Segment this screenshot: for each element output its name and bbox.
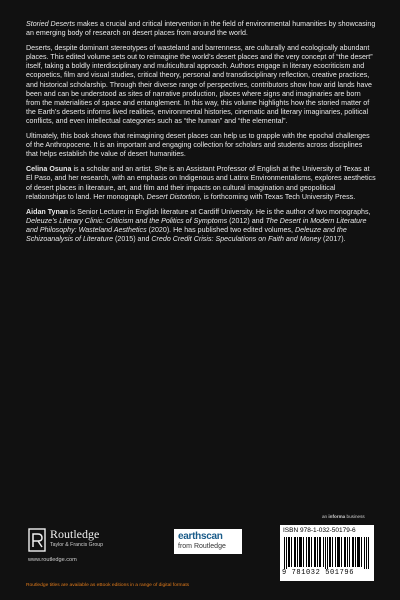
author-bio-tynan <box>26 208 376 244</box>
bio-text: (2017). <box>321 234 346 243</box>
book-title-ref: Desert Distortion <box>146 192 200 201</box>
author-name-tynan: Aidan Tynan <box>26 207 69 216</box>
author-name-osuna: Celina Osuna <box>26 165 72 174</box>
author-bio-osuna <box>26 165 376 201</box>
bio-text: (2012) and <box>227 216 266 225</box>
bio-text: (2015) and <box>113 234 152 243</box>
book-title-ref: The Desert in Modern Literature and Philosophy: Wasteland Aesthetics <box>26 216 367 234</box>
bio-text: is Senior Lecturer in English literature at Cardiff University. He is the author of two monographs, <box>68 207 371 216</box>
routledge-name: Routledge <box>50 527 100 541</box>
book-title-ref: Deleuze and the Schizoanalysis of Literature <box>26 225 347 243</box>
informa-business-tag <box>322 514 365 519</box>
publisher-url[interactable]: www.routledge.com <box>28 557 77 563</box>
book-title-ref: Deleuze’s Literary Clinic: Criticism and the Politics of Symptoms <box>26 216 228 225</box>
earthscan-name: earthscan <box>178 531 223 542</box>
bio-text: , is forthcoming with Texas Tech University Press. <box>199 192 356 201</box>
routledge-logo <box>28 526 148 554</box>
informa-suffix: business <box>345 514 365 519</box>
informa-brand: informa <box>328 514 346 519</box>
barcode <box>280 525 374 581</box>
barcode-bars-icon <box>284 537 370 569</box>
earthscan-subtitle: from Routledge <box>178 543 226 550</box>
barcode-digits: 9 781032 501796 <box>282 569 355 577</box>
bio-text: is a scholar and an artist. She is an Assistant Professor of English at the University of Texas at El Paso, and her research, with an emphasis on Indigenous and Latinx Environmentalisms, explores aesthetics of desert places in literature, art, and film and their impacts on cultural imagination and geopolitical relationships to land. Her monograph, <box>26 165 376 201</box>
blurb-paragraph-intro <box>26 20 376 38</box>
isbn-label: ISBN 978-1-032-50179-6 <box>283 527 356 534</box>
book-title-ref: Credo Credit Crisis: Speculations on Faith and Money <box>151 234 322 243</box>
bio-text: (2020). He has published two edited volumes, <box>146 225 295 234</box>
routledge-subtitle: Taylor & Francis Group <box>50 542 104 548</box>
book-title: Storied Deserts <box>26 20 76 28</box>
blurb-intro-text: makes a crucial and critical intervention in the field of environmental humanities by showcasing an emerging body of research on desert places from around the world. <box>26 20 376 38</box>
routledge-mark-icon <box>28 528 46 552</box>
blurb-paragraph-description: Deserts, despite dominant stereotypes of wasteland and barrenness, are culturally and ecologically abundant places. This edited volume sets out to reimagine the world’s desert places and the very concept of “the desert” itself, taking a boldly interdisciplinary and multicultural approach. Authors engage in literary ecocriticism and ecopoetics, film and visual studies, critical theory, personal and transdisciplinary reflection, creative practices, and historical scholarship. Through their diverse range of perspectives, contributors show how arid lands have been and can be understood as sites of narrative production, places where signs and imaginaries are born from the materialities of space and entanglement. In this way, this volume highlights how the storied matter of the Earth’s deserts informs lived realities, environmental histories, cinematic and literary imaginaries, political conflicts, and even intellectual categories such as “the human” and “the elemental”. <box>26 44 373 125</box>
blurb-paragraph-conclusion: Ultimately, this book shows that reimagining desert places can help us to grapple with the epochal challenges of the Anthropocene. It is an important and engaging collection for scholars and students across disciplines that helps establish the value of desert humanities. <box>26 132 370 159</box>
informa-prefix: an <box>322 514 329 519</box>
earthscan-logo <box>174 529 242 554</box>
ebook-note: Routledge titles are available as eBook editions in a range of digital formats <box>26 583 190 588</box>
book-blurb <box>26 20 376 250</box>
